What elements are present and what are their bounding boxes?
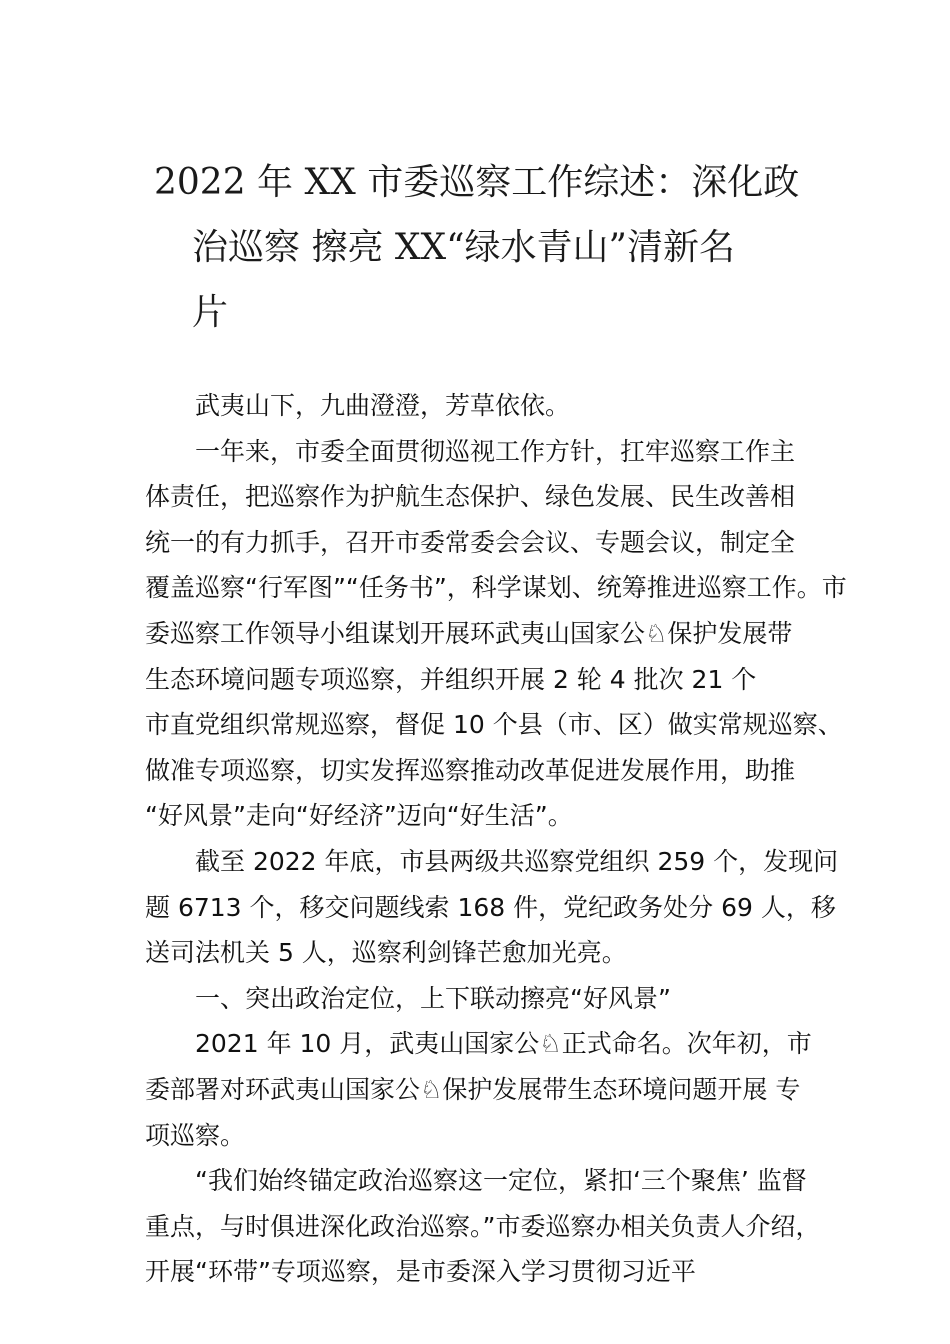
body-line: 送司法机关 5 人，巡察利剑锋芒愈加光亮。 xyxy=(145,938,627,968)
document-title xyxy=(140,150,820,345)
body-line: 委巡察工作领导小组谋划开展环武夷山国家公♘保护发展带 xyxy=(145,618,793,648)
body-line: 武夷山下，九曲澄澄，芳草依依。 xyxy=(195,391,571,420)
body-line: 市直党组织常规巡察，督促 10 个县（市、区）做实常规巡察、 xyxy=(145,710,843,740)
body-line: 一年来，市委全面贯彻巡视工作方针，扛牢巡察工作主 xyxy=(195,436,796,466)
body-line: 委部署对环武夷山国家公♘保护发展带生态环境问题开展 专 xyxy=(145,1074,801,1104)
body-line: 做准专项巡察，切实发挥巡察推动改革促进发展作用，助推 xyxy=(145,755,796,785)
body-line: 题 6713 个，移交问题线索 168 件，党纪政务处分 69 人，移 xyxy=(145,892,836,922)
body-line: 重点，与时俱进深化政治巡察。”市委巡察办相关负责人介绍， xyxy=(145,1211,821,1241)
body-line: 统一的有力抓手，召开市委常委会会议、专题会议，制定全 xyxy=(145,527,796,557)
body-line: 项巡察。 xyxy=(145,1120,246,1150)
body-line: “我们始终锚定政治巡察这一定位，紧扣‘三个聚焦’ 监督 xyxy=(195,1166,807,1196)
body-line: 体责任，把巡察作为护航生态保护、绿色发展、民生改善相 xyxy=(145,482,796,512)
body-line: 生态环境问题专项巡察，并组织开展 2 轮 4 批次 21 个 xyxy=(145,664,757,694)
body-line: 2021 年 10 月，武夷山国家公♘正式命名。次年初，市 xyxy=(195,1029,812,1059)
body-line: “好风景”走向“好经济”迈向“好生活”。 xyxy=(145,801,573,831)
body-line: 截至 2022 年底，市县两级共巡察党组织 259 个，发现问 xyxy=(195,846,839,876)
title-line: 治巡察 擦亮 XX“绿水青山”清新名 xyxy=(192,227,735,268)
body-line: 开展“环带”专项巡察，是市委深入学习贯彻习近平 xyxy=(145,1257,696,1287)
section-heading: 一、突出政治定位，上下联动擦亮“好风景” xyxy=(195,983,671,1013)
title-line: 片 xyxy=(192,292,229,333)
title-line: 2022 年 XX 市委巡察工作综述：深化政 xyxy=(154,162,800,203)
document-body xyxy=(145,383,847,1295)
body-line: 覆盖巡察“行军图”“任务书”，科学谋划、统筹推进巡察工作。市 xyxy=(145,573,847,603)
